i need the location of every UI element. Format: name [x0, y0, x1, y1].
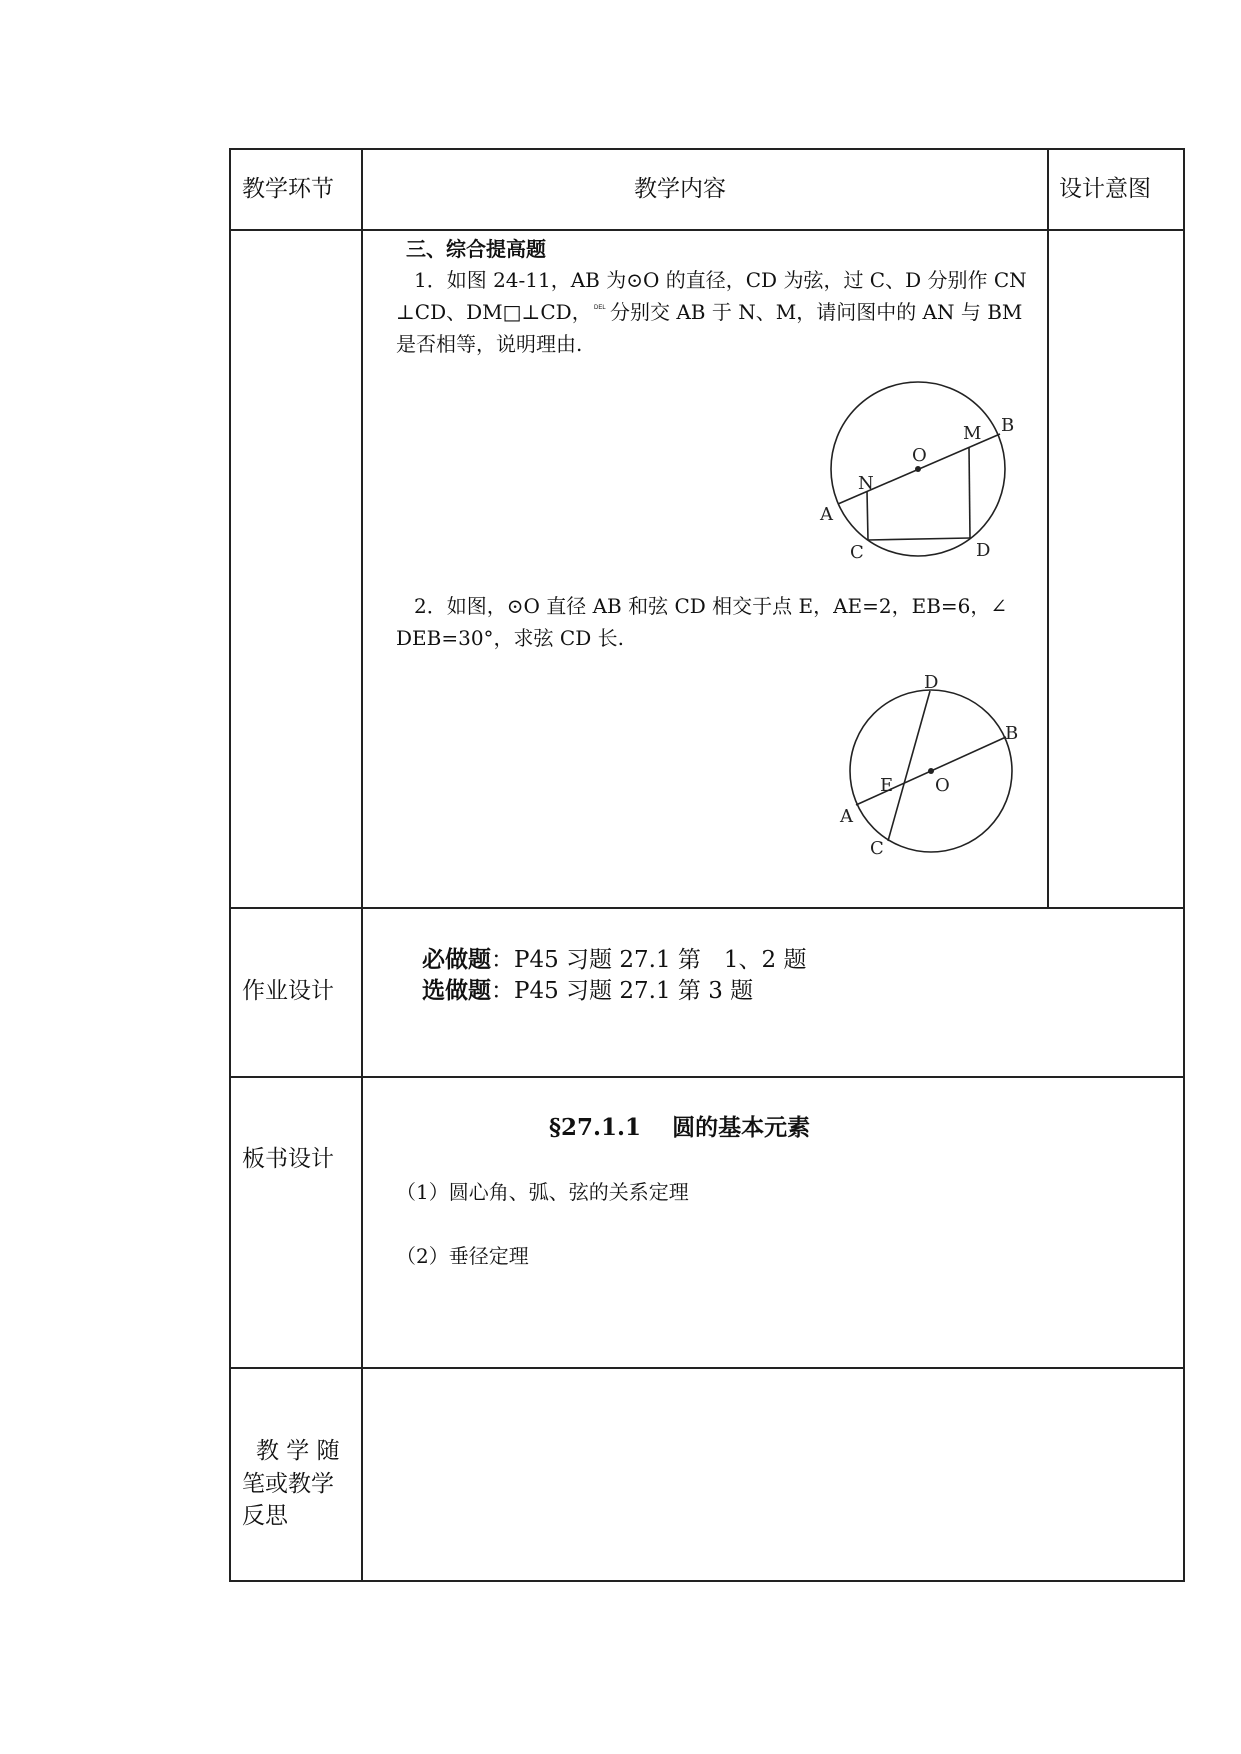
table-border-left [229, 148, 231, 1581]
board-item-1: （1）圆心角、弧、弦的关系定理 [396, 1180, 689, 1204]
reflection-label-line-3: 反思 [242, 1503, 288, 1529]
section-title: 三、综合提高题 [406, 237, 546, 261]
figure-1-label-c: C [850, 542, 864, 563]
question-1-del-mark: DEL [594, 305, 606, 311]
figure-2-chord-cd [888, 691, 930, 841]
figure-1-label-o: O [912, 445, 927, 466]
figure-1-center-point [915, 466, 921, 472]
table-border-right [1183, 148, 1185, 1581]
board-item-2: （2）垂径定理 [396, 1244, 529, 1268]
board-title: §27.1.1 圆的基本元素 [549, 1114, 811, 1141]
row-divider-1 [229, 907, 1185, 909]
figure-1-label-b: B [1001, 415, 1015, 436]
question-2-line-2: DEB=30°，求弦 CD 长. [396, 626, 624, 650]
header-stage: 教学环节 [242, 176, 334, 202]
question-1-line-2b: 分别交 AB 于 N、M，请问图中的 AN 与 BM [610, 300, 1023, 324]
figure-1-diagram [810, 370, 1040, 570]
figure-1-label-a: A [820, 504, 833, 525]
homework-required-label: 必做题 [422, 946, 491, 973]
header-content: 教学内容 [634, 176, 726, 202]
figure-1-segment-dm [969, 447, 970, 538]
figure-1-segment-cn [867, 491, 868, 540]
figure-2-diagram [830, 665, 1040, 865]
column-divider-1 [361, 148, 363, 1581]
homework-row-label: 作业设计 [242, 978, 334, 1004]
figure-2-label-e: E [880, 775, 894, 796]
homework-optional-text: ：P45 习题 27.1 第 3 题 [491, 978, 754, 1004]
homework-required [422, 944, 806, 976]
table-border-bottom [229, 1580, 1185, 1582]
figure-1-label-m: M [963, 423, 982, 444]
column-divider-2 [1047, 148, 1049, 908]
board-row-label: 板书设计 [242, 1146, 334, 1172]
figure-1-label-n: N [858, 473, 874, 494]
homework-required-text: ：P45 习题 27.1 第 1、2 题 [491, 947, 807, 973]
question-1-line-1: 1．如图 24-11，AB 为⊙O 的直径，CD 为弦，过 C、D 分别作 CN [414, 268, 1027, 292]
figure-1-label-d: D [976, 540, 991, 561]
question-2-line-1: 2．如图，⊙O 直径 AB 和弦 CD 相交于点 E，AE=2，EB=6，∠ [414, 594, 1008, 618]
figure-2-label-o: O [935, 775, 950, 796]
row-divider-2 [229, 1076, 1185, 1078]
homework-optional-label: 选做题 [422, 977, 491, 1004]
homework-optional [422, 975, 753, 1007]
figure-2-label-a: A [840, 806, 853, 827]
figure-2-label-b: B [1005, 723, 1019, 744]
question-1-line-3: 是否相等，说明理由. [396, 332, 583, 356]
figure-2-center-point [928, 768, 934, 774]
header-intent: 设计意图 [1059, 176, 1151, 202]
table-border-top [229, 148, 1185, 150]
question-1-line-2a: ⊥CD、DM□⊥CD， [396, 300, 592, 324]
header-divider [229, 229, 1185, 231]
figure-2-label-d: D [924, 672, 939, 693]
figure-1-chord-cd [868, 538, 970, 540]
reflection-label-line-2: 笔或教学 [242, 1471, 334, 1497]
reflection-label-line-1: 教 学 随 [256, 1438, 340, 1464]
row-divider-3 [229, 1367, 1185, 1369]
figure-2-label-c: C [870, 838, 884, 859]
